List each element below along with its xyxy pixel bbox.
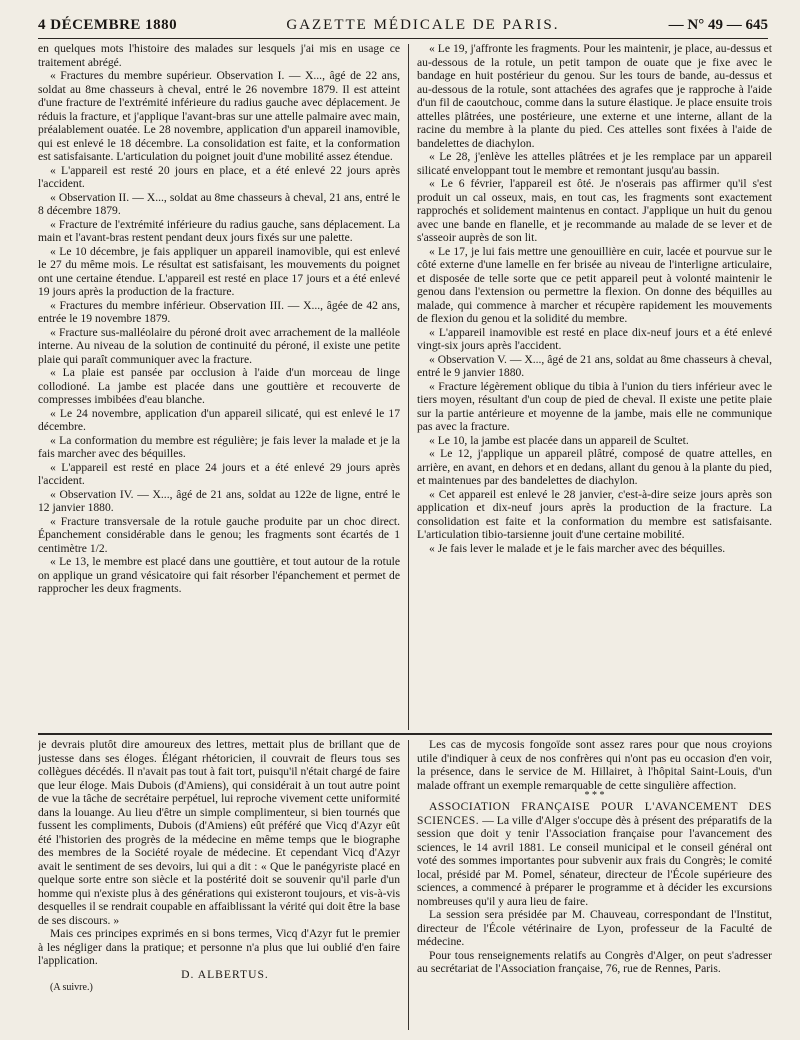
header-date: 4 DÉCEMBRE 1880 xyxy=(38,16,178,33)
paragraph: « Le 12, j'applique un appareil plâtré, composé de quatre attelles, en arrière, en avant, en dehors et en dedans, allant du genou à la plante du pied, et maintenues par des bandelettes de diachylon. xyxy=(417,447,772,487)
paragraph: « Observation II. — X..., soldat au 8me chasseurs à cheval, 21 ans, entré le 8 décembre 1879. xyxy=(38,190,400,217)
paragraph: « L'appareil inamovible est resté en place dix-neuf jours et a été enlevé vingt-six jours après l'accident. xyxy=(417,325,772,352)
column-divider xyxy=(408,740,409,1030)
paragraph: « Fractures du membre supérieur. Observation I. — X..., âgé de 22 ans, soldat au 8me chasseurs à cheval, entré le 26 novembre 1879. Il est atteint d'une fracture de l'extrémité inférieure du radius gauche avec déplacement. Je réduis la fracture, et j'applique l'avant-bras sur une attelle palmaire avec main, préalablement ouatée. Le 28 novembre, application d'un appareil inamovible, qui est enlevé le 18 décembre. La consolidation est faite, et la conformation est satisfaisante. L'articulation du poignet jouit d'une mobilité assez étendue. xyxy=(38,69,400,163)
issue-page-number: — N° 49 — 645 xyxy=(668,16,768,33)
paragraph: « Le 13, le membre est placé dans une gouttière, et tout autour de la rotule on applique un grand vésicatoire qui fait résorber l'épanchement et permet de rapprocher les deux fragments. xyxy=(38,555,400,595)
paragraph: « Le 10 décembre, je fais appliquer un appareil inamovible, qui est enlevé le 27 du même mois. Le résultat est satisfaisant, les mouvements du poignet ont une certaine étendue. L'appareil est resté en place 17 jours et a été enlevé 19 jours après la production de la fracture. xyxy=(38,244,400,298)
paragraph: « Observation IV. — X..., âgé de 21 ans, soldat au 122e de ligne, entré le 12 janvier 1880. xyxy=(38,487,400,514)
feuilleton-column xyxy=(38,738,400,1028)
to-be-continued: (A suivre.) xyxy=(50,982,93,993)
paragraph: « Le 10, la jambe est placée dans un appareil de Scultet. xyxy=(429,433,689,447)
journal-title: GAZETTE MÉDICALE DE PARIS. xyxy=(286,16,560,33)
paragraph: « Fracture sus-malléolaire du péroné droit avec arrachement de la malléole interne. Au niveau de la solution de continuité du péroné, il existe une petite plaie qui paraît communiquer avec la fracture. xyxy=(38,325,400,366)
paragraph: « La plaie est pansée par occlusion à l'aide d'un morceau de linge collodioné. La jambe est placée dans une gouttière et recouverte de compresses imbibées d'eau blanche. xyxy=(38,366,400,406)
paragraph: La session sera présidée par M. Chauveau, correspondant de l'Institut, directeur de l'École vétérinaire de Lyon, professeur de la Faculté de médecine. xyxy=(417,908,772,948)
paragraph: « Le 6 février, l'appareil est ôté. Je n'oserais pas affirmer qu'il s'est produit un cal osseux, mais, en tout cas, les fragments sont exactement rapprochés et solidement maintenus en contact. J'applique un huit du genou avec une bande en flanelle, et je recommande au malade de se lever et de s'asseoir auprès de son lit. xyxy=(417,177,772,244)
upper-right-column xyxy=(417,42,772,730)
paragraph: je devrais plutôt dire amoureux des lettres, mettait plus de brillant que de justesse dans ses éloges. Élégant rhétoricien, il couvrait de fleurs tous ses collègues décédés. Il n'avait pas tout à fait tort, puisqu'il n'était chargé de faire que leur éloge. Mais Dubois (d'Amiens), qui considérait à un tout autre point de vue la tâche de secrétaire perpétuel, lui reproche vivement cette uniformité dans la louange. Au lieu d'être un simple complimenteur, si bien tournés que fussent les compliments, Dubois (d'Amiens) eût préféré que Vicq d'Azyr eût été l'historien des progrès de la médecine en même temps que le biographe des membres de la Société royale de médecine. Et cependant Vicq d'Azyr avait le sentiment de ses devoirs, lui qui a dit : « Que le panégyriste placé en quelque sorte entre son siècle et la postérité doit se souvenir qu'il parle d'un homme qui n'existe plus à des générations qui existeront toujours, et vis-à-vis desquelles il se rendrait coupable en affaiblissant la vérité qui doit être la base de ses discours. » xyxy=(38,738,400,927)
paragraph: « Le 28, j'enlève les attelles plâtrées et je les remplace par un appareil silicaté enveloppant tout le membre et remontant jusqu'au bassin. xyxy=(417,150,772,177)
paragraph: « Le 17, je lui fais mettre une genouillière en cuir, lacée et pourvue sur le côté externe d'une lamelle en fer brisée au niveau de l'interligne articulaire, et disposée de telle sorte que ce petit appareil peut à volonté maintenir le genou dans l'extension ou permettre la flexion. On donne des béquilles au malade, qui commence à marcher et récupère rapidement les mouvements de flexion du genou et la solidité du membre. xyxy=(417,244,772,325)
news-column xyxy=(417,738,772,1028)
association-text: — La ville d'Alger s'occupe dès à présent des préparatifs de la session que doit y tenir l'Association française pour l'avancement des sciences, le 14 avril 1881. Le conseil municipal et le conseil général ont voté des sommes importantes pour subvenir aux frais du Congrès; le comité local, présidé par M. Pomel, sénateur, directeur de l'École supérieure des sciences, a commencé à préparer le programme et à décider les excursions nombreuses qu'il y aura lieu de faire. xyxy=(417,813,772,908)
paragraph: « Fracture légèrement oblique du tibia à l'union du tiers inférieur avec le tiers moyen, résultant d'un coup de pied de cheval. Il existe une petite plaie sur la partie antérieure et moyenne de la jambe, mais elle ne communique pas avec la fracture. xyxy=(417,379,772,433)
paragraph: « L'appareil est resté en place 24 jours et a été enlevé 29 jours après l'accident. xyxy=(38,460,400,487)
paragraph: « Cet appareil est enlevé le 28 janvier, c'est-à-dire seize jours après son application et dix-neuf jours après la production de la fracture. La consolidation est faite et la conformation du membre est satisfaisante. L'articulation tibio-tarsienne jouit d'une certaine mobilité. xyxy=(417,487,772,541)
association-heading: ASSOCIATION FRANÇAISE POUR L'AVANCEMENT DES SCIENCES. xyxy=(417,800,772,827)
paragraph: « Fractures du membre inférieur. Observation III. — X..., âgée de 42 ans, entrée le 19 novembre 1879. xyxy=(38,298,400,325)
paragraph: Mais ces principes exprimés en si bons termes, Vicq d'Azyr fut le premier à les négliger dans la pratique; et personne n'a plus que lui oublié d'en faire l'application. xyxy=(38,927,400,967)
paragraph: « Fracture de l'extrémité inférieure du radius gauche, sans déplacement. La main et l'avant-bras restent pendant deux jours fixés sur une palette. xyxy=(38,217,400,244)
column-divider xyxy=(408,44,409,730)
paragraph: « Le 19, j'affronte les fragments. Pour les maintenir, je place, au-dessus et au-dessous de la rotule, un petit tampon de ouate que je fixe avec le bandage en huit postérieur du genou. Sur les tours de bande, au-dessus et au-dessous de la rotule, sont attachées des agrafes que je rapproche à l'aide d'un fil de caoutchouc, comme dans la suture élastique. Je place ensuite trois attelles plâtrées, une postérieure, une externe et une interne, allant de la racine du membre à la plante du pied. Ces attelles sont fixées à l'aide de bandelettes de diachylon. xyxy=(417,42,772,150)
paragraph: « L'appareil est resté 20 jours en place, et a été enlevé 22 jours après l'accident. xyxy=(38,163,400,190)
paragraph: « Le 24 novembre, application d'un appareil silicaté, qui est enlevé le 17 décembre. xyxy=(38,406,400,433)
upper-left-column xyxy=(38,42,400,730)
paragraph: « Je fais lever le malade et je le fais marcher avec des béquilles. xyxy=(429,541,726,555)
paragraph: « Fracture transversale de la rotule gauche produite par un choc direct. Épanchement considérable dans le genou; les fragments sont écartés de 1 centimètre 1/2. xyxy=(38,514,400,555)
paragraph: Pour tous renseignements relatifs au Congrès d'Alger, on peut s'adresser au secrétariat de l'Association française, 76, rue de Rennes, Paris. xyxy=(417,948,772,975)
paragraph: Les cas de mycosis fongoïde sont assez rares pour que nous croyions utile d'indiquer à ceux de nos confrères qui n'ont pas eu occasion d'en voir, la présence, dans le service de M. Hillairet, à l'hôpital Saint-Louis, d'un malade offrant un exemple remarquable de cette singulière affection. xyxy=(417,738,772,792)
paragraph: en quelques mots l'histoire des malades sur lesquels j'ai mis en usage ce traitement abrégé. xyxy=(38,42,400,69)
paragraph: « Observation V. — X..., âgé de 21 ans, soldat au 8me chasseurs à cheval, entré le 9 janvier 1880. xyxy=(417,352,772,379)
page-header xyxy=(38,12,768,39)
author-signature: D. ALBERTUS. xyxy=(181,967,269,981)
association-paragraph xyxy=(417,800,772,908)
section-divider xyxy=(38,733,772,735)
paragraph: « La conformation du membre est régulière; je fais lever la malade et je la fais marcher avec des béquilles. xyxy=(38,433,400,460)
section-separator: * * * xyxy=(584,790,605,801)
